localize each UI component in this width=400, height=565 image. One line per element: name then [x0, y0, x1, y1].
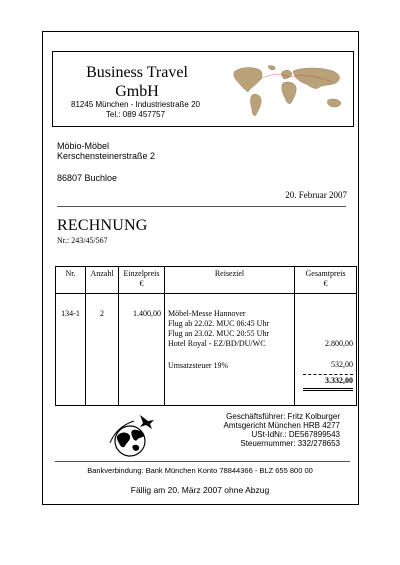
cell-unit-price: 1.400,00: [119, 294, 165, 406]
cell-description: [165, 294, 295, 406]
recipient-street: Kerschensteinerstraße 2: [57, 151, 156, 161]
desc-line: Flug ab 22.02. MUC 06:45 Uhr: [168, 319, 270, 328]
bank-details: Bankverbindung: Bank München Konto 78844366 - BLZ 655 800 00: [87, 466, 313, 475]
company-name: [62, 63, 212, 101]
desc-line: Flug an 23.02. MUC 20:55 Uhr: [168, 329, 270, 338]
table-header-row: [56, 267, 357, 294]
company-address-block: [63, 100, 208, 120]
managing-director: Geschäftsführer: Fritz Kolburger: [226, 412, 340, 421]
company-name-line2: GmbH: [115, 83, 159, 100]
company-name-line1: Business Travel: [86, 64, 188, 81]
tax-label: Umsatzsteuer 19%: [168, 361, 229, 370]
col-nr-header: Nr.: [56, 267, 86, 294]
cell-amounts: [295, 294, 357, 406]
invoice-items-table: [55, 266, 357, 406]
subtotal-amount: 2.800,00: [325, 339, 353, 348]
cell-qty: 2: [86, 294, 119, 406]
desc-line: Hotel Royal - EZ/BD/DU/WC: [168, 339, 266, 348]
due-date-note: Fällig am 20. März 2007 ohne Abzug: [130, 485, 270, 495]
col-total-header: Gesamtpreis €: [295, 267, 357, 294]
company-address: 81245 München - Industriestraße 20: [71, 100, 200, 109]
table-row: [56, 294, 357, 406]
col-unit-price-header: Einzelpreis €: [119, 267, 165, 294]
recipient-city: 86807 Buchloe: [57, 173, 118, 183]
vat-id: USt-IdNr.: DE567899543: [251, 430, 340, 439]
total-amount: 3.332,00: [325, 376, 353, 385]
footer-rule: [55, 461, 350, 462]
col-destination-header: Reiseziel: [165, 267, 295, 294]
invoice-number: Nr.: 243/45/567: [57, 236, 108, 245]
company-legal-info: [224, 412, 341, 448]
double-underline: [303, 388, 353, 391]
desc-line: Möbel-Messe Hannover: [168, 309, 246, 318]
invoice-title: RECHNUNG: [57, 217, 148, 234]
tax-amount: 532,00: [331, 360, 353, 369]
globe-plane-logo: [106, 413, 158, 459]
divider-rule: [57, 206, 346, 207]
cell-nr: 134-1: [56, 294, 86, 406]
invoice-date: 20. Februar 2007: [285, 190, 347, 200]
world-map-image: [228, 62, 350, 122]
recipient-address: [57, 141, 155, 183]
company-phone: Tel.: 089 457757: [105, 110, 166, 119]
recipient-name: Möbio-Möbel: [57, 141, 110, 151]
col-qty-header: Anzahl: [86, 267, 119, 294]
tax-number: Steuernummer: 332/278653: [240, 439, 340, 448]
commercial-register: Amtsgericht München HRB 4277: [223, 421, 340, 430]
